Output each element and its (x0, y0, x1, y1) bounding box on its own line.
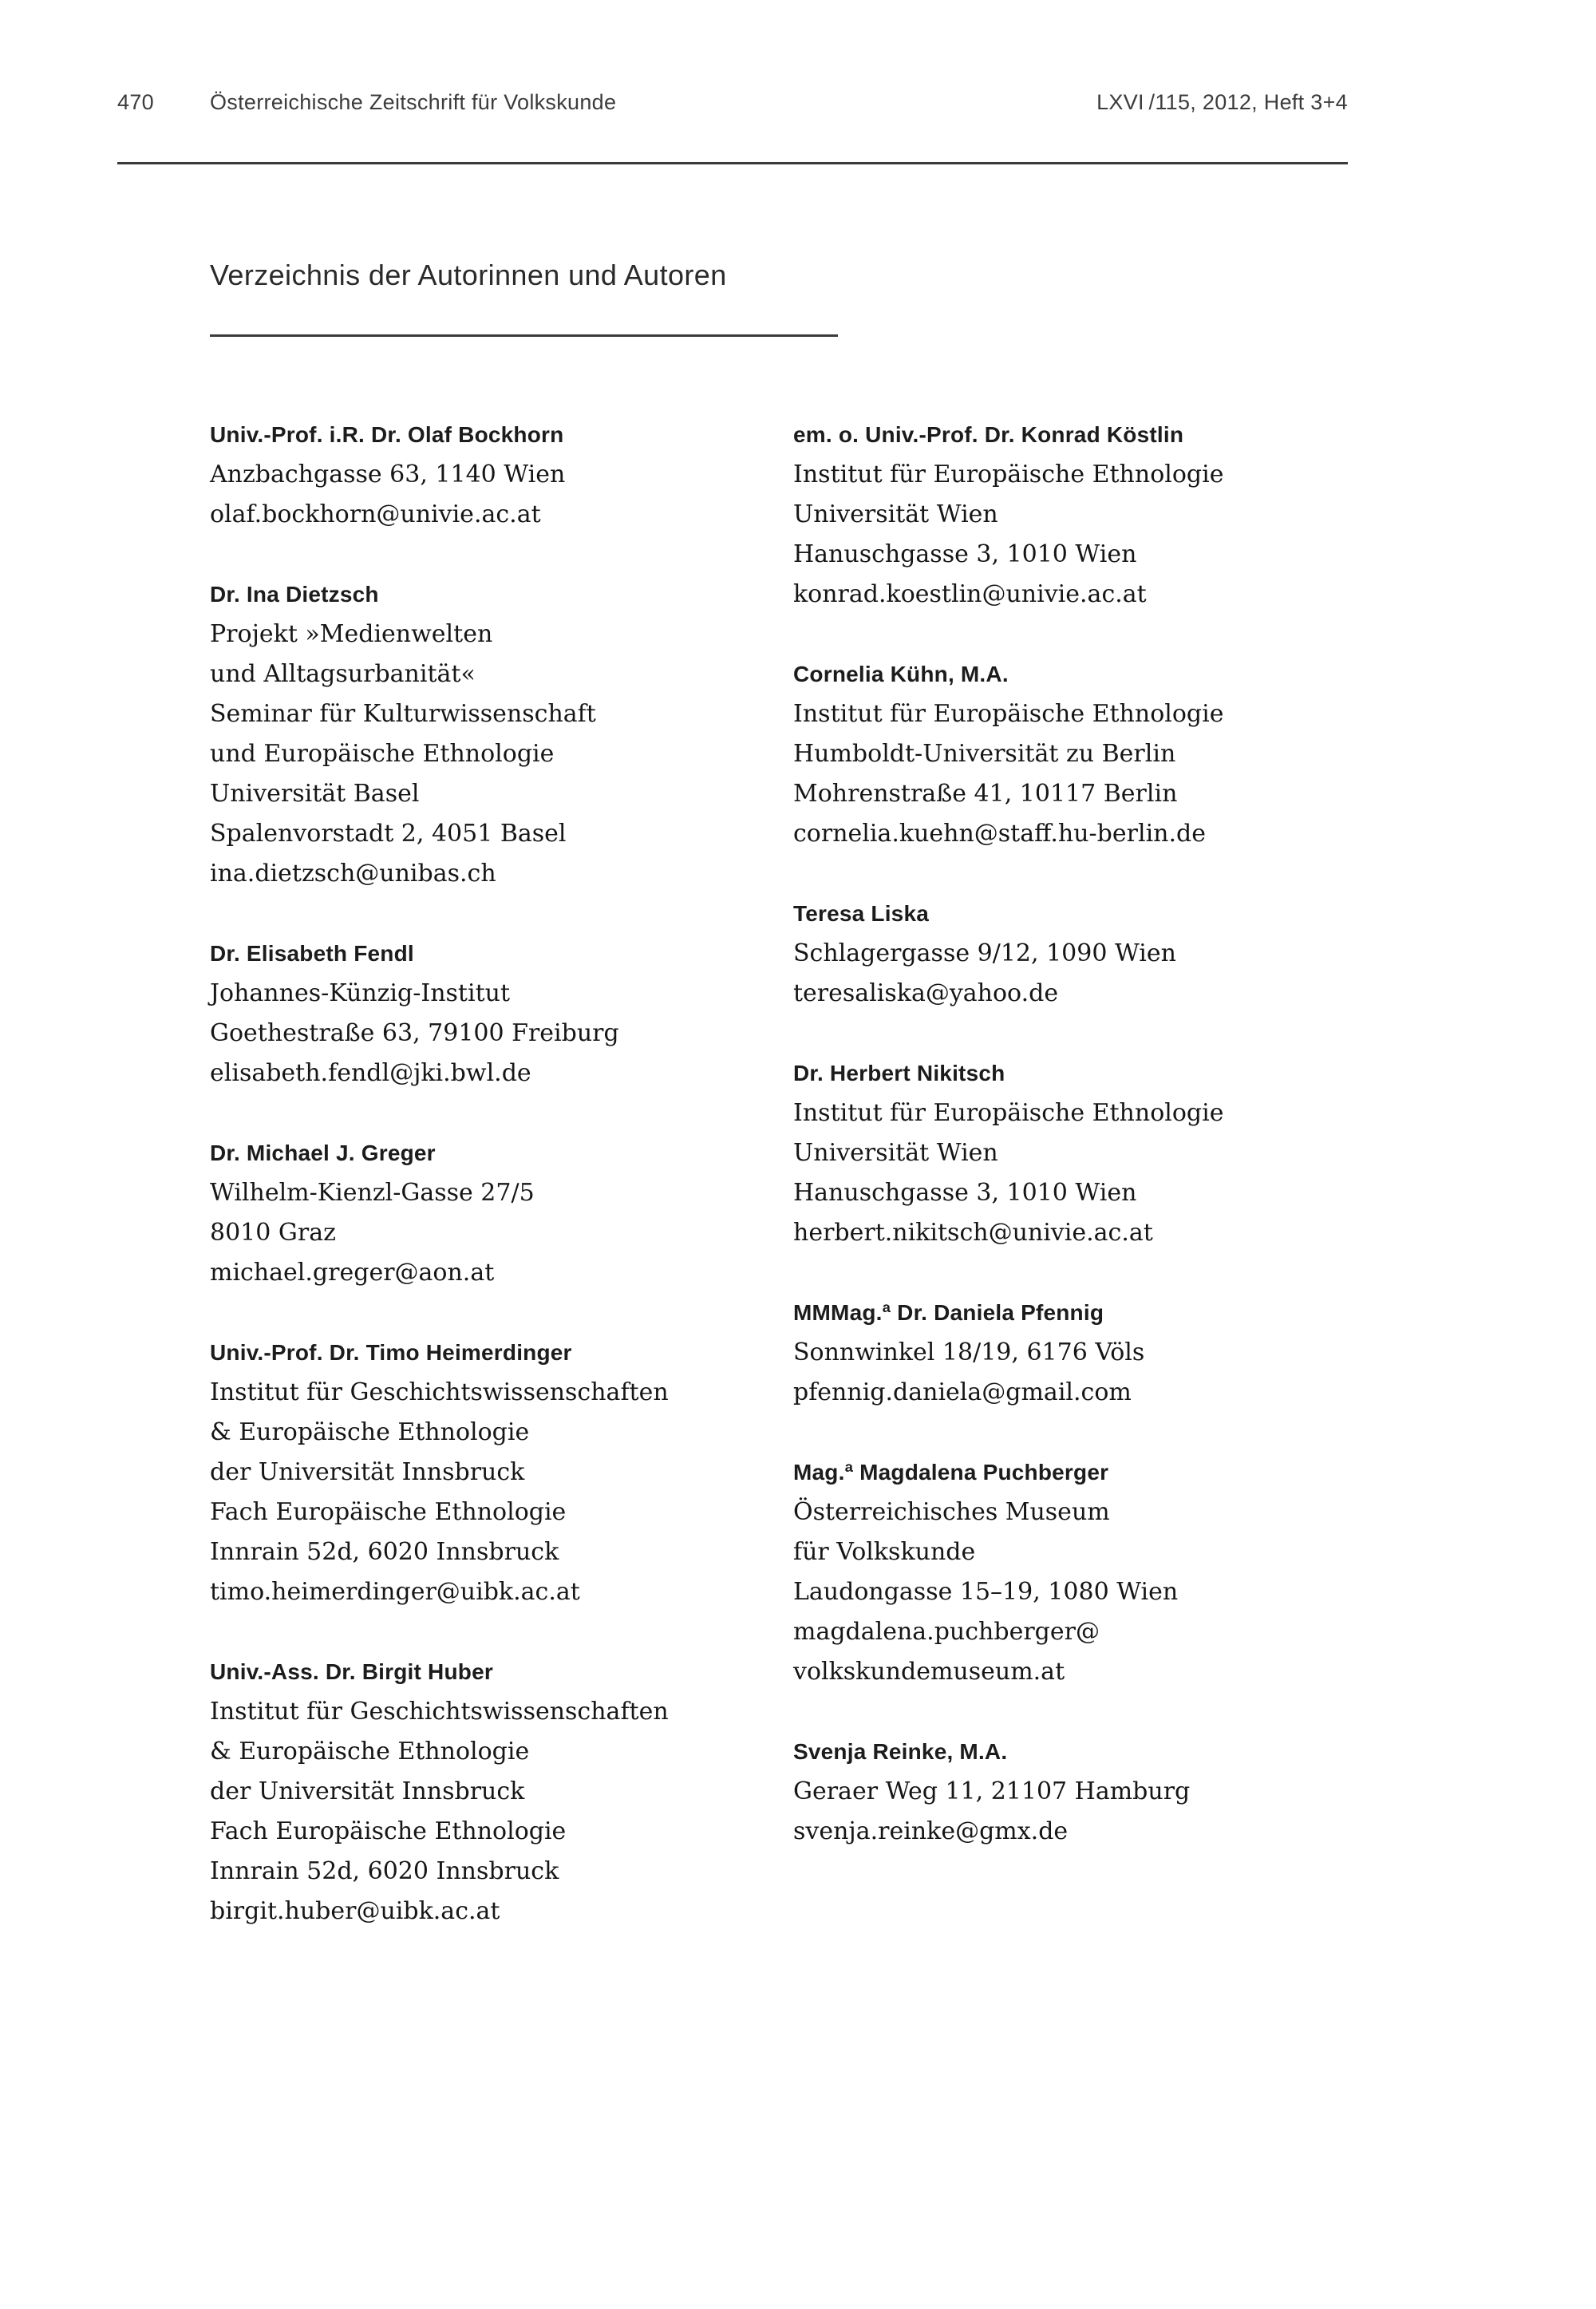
author-address-line: für Volkskunde (793, 1538, 976, 1566)
author-address-line: Laudongasse 15–19, 1080 Wien (793, 1578, 1179, 1606)
author-name: em. o. Univ.-Prof. Dr. Konrad Köstlin (793, 422, 1184, 447)
author-address-line: Goethestraße 63, 79100 Freiburg (210, 1019, 619, 1047)
author-entry (793, 1732, 1348, 1852)
header-left (117, 86, 616, 118)
author-email: michael.greger@aon.at (210, 1259, 495, 1287)
author-address-line: Universität Basel (210, 780, 420, 808)
author-name: Svenja Reinke, M.A. (793, 1739, 1008, 1764)
author-address-line: Innrain 52d, 6020 Innsbruck (210, 1857, 559, 1885)
header-rule (117, 162, 1348, 164)
author-entry (210, 415, 768, 535)
author-address-line: und Alltagsurbanität« (210, 660, 476, 688)
author-entry (793, 894, 1348, 1014)
author-name: Dr. Ina Dietzsch (210, 582, 379, 607)
author-address-line: Universität Wien (793, 500, 998, 528)
author-entry (210, 1652, 768, 1931)
author-name: Teresa Liska (793, 901, 929, 926)
author-entry (793, 1054, 1348, 1253)
author-email: olaf.bockhorn@univie.ac.at (210, 500, 541, 528)
author-name: Univ.-Ass. Dr. Birgit Huber (210, 1659, 493, 1684)
author-address-line: der Universität Innsbruck (210, 1458, 525, 1486)
author-address-line: & Europäische Ethnologie (210, 1738, 530, 1765)
author-address-line: Institut für Europäische Ethnologie (793, 700, 1224, 728)
author-email: ina.dietzsch@unibas.ch (210, 860, 496, 888)
author-name: Mag.ª Magdalena Puchberger (793, 1460, 1109, 1485)
page-number: 470 (117, 90, 154, 114)
author-entry (210, 575, 768, 894)
author-name: Cornelia Kühn, M.A. (793, 662, 1009, 686)
author-address-line: Sonnwinkel 18/19, 6176 Völs (793, 1338, 1145, 1366)
author-address-line: Wilhelm-Kienzl-Gasse 27/5 (210, 1179, 535, 1207)
author-address-line: 8010 Graz (210, 1219, 336, 1247)
author-address-line: Johannes-Künzig-Institut (210, 979, 511, 1007)
author-entry (793, 415, 1348, 615)
author-address-line: und Europäische Ethnologie (210, 740, 555, 768)
author-address-line: Hanuschgasse 3, 1010 Wien (793, 540, 1137, 568)
author-address-line: Institut für Geschichtswissenschaften (210, 1698, 669, 1726)
author-address-line: Geraer Weg 11, 21107 Hamburg (793, 1777, 1191, 1805)
author-email: birgit.huber@uibk.ac.at (210, 1897, 500, 1925)
author-email: pfennig.daniela@gmail.com (793, 1378, 1132, 1406)
author-entry (793, 1293, 1348, 1413)
author-email: teresaliska@yahoo.de (793, 979, 1059, 1007)
author-entry (210, 934, 768, 1093)
section-title: Verzeichnis der Autorinnen und Autoren (210, 259, 727, 291)
author-address-line: Projekt »Medienwelten (210, 620, 493, 648)
author-address-line: Fach Europäische Ethnologie (210, 1817, 567, 1845)
author-name: MMMag.ª Dr. Daniela Pfennig (793, 1300, 1104, 1325)
author-email: herbert.nikitsch@univie.ac.at (793, 1219, 1153, 1247)
author-address-line: Humboldt-Universität zu Berlin (793, 740, 1176, 768)
title-rule (210, 334, 838, 337)
author-name: Dr. Herbert Nikitsch (793, 1061, 1005, 1085)
author-address-line: Anzbachgasse 63, 1140 Wien (210, 461, 566, 488)
author-address-line: Institut für Europäische Ethnologie (793, 461, 1224, 488)
author-address-line: Spalenvorstadt 2, 4051 Basel (210, 820, 567, 848)
author-entry (793, 654, 1348, 854)
page-header (117, 86, 1348, 118)
author-column-right (793, 415, 1348, 1892)
author-email: konrad.koestlin@univie.ac.at (793, 580, 1147, 608)
author-address-line: Innrain 52d, 6020 Innsbruck (210, 1538, 559, 1566)
author-name: Dr. Michael J. Greger (210, 1141, 436, 1165)
author-address-line: Universität Wien (793, 1139, 998, 1167)
author-address-line: Mohrenstraße 41, 10117 Berlin (793, 780, 1178, 808)
author-address-line: Seminar für Kulturwissenschaft (210, 700, 596, 728)
author-email: cornelia.kuehn@staff.hu-berlin.de (793, 820, 1206, 848)
journal-title: Österreichische Zeitschrift für Volkskunde (210, 90, 617, 114)
author-address-line: Fach Europäische Ethnologie (210, 1498, 567, 1526)
author-name: Univ.-Prof. Dr. Timo Heimerdinger (210, 1340, 572, 1365)
author-address-line: volkskundemuseum.at (793, 1658, 1065, 1686)
author-address-line: Institut für Europäische Ethnologie (793, 1099, 1224, 1127)
author-address-line: Hanuschgasse 3, 1010 Wien (793, 1179, 1137, 1207)
author-name: Dr. Elisabeth Fendl (210, 941, 414, 966)
author-address-line: Österreichisches Museum (793, 1498, 1110, 1526)
author-email: timo.heimerdinger@uibk.ac.at (210, 1578, 580, 1606)
issue-info: LXVI /115, 2012, Heft 3+4 (1096, 90, 1348, 114)
author-email: magdalena.puchberger@ (793, 1618, 1100, 1646)
author-email: svenja.reinke@gmx.de (793, 1817, 1069, 1845)
author-column-left (210, 415, 768, 1971)
author-entry (210, 1333, 768, 1612)
author-name: Univ.-Prof. i.R. Dr. Olaf Bockhorn (210, 422, 564, 447)
author-entry (210, 1133, 768, 1293)
author-address-line: Institut für Geschichtswissenschaften (210, 1378, 669, 1406)
author-email: elisabeth.fendl@jki.bwl.de (210, 1059, 531, 1087)
author-entry (793, 1453, 1348, 1692)
author-address-line: & Europäische Ethnologie (210, 1418, 530, 1446)
author-address-line: der Universität Innsbruck (210, 1777, 525, 1805)
author-address-line: Schlagergasse 9/12, 1090 Wien (793, 939, 1176, 967)
